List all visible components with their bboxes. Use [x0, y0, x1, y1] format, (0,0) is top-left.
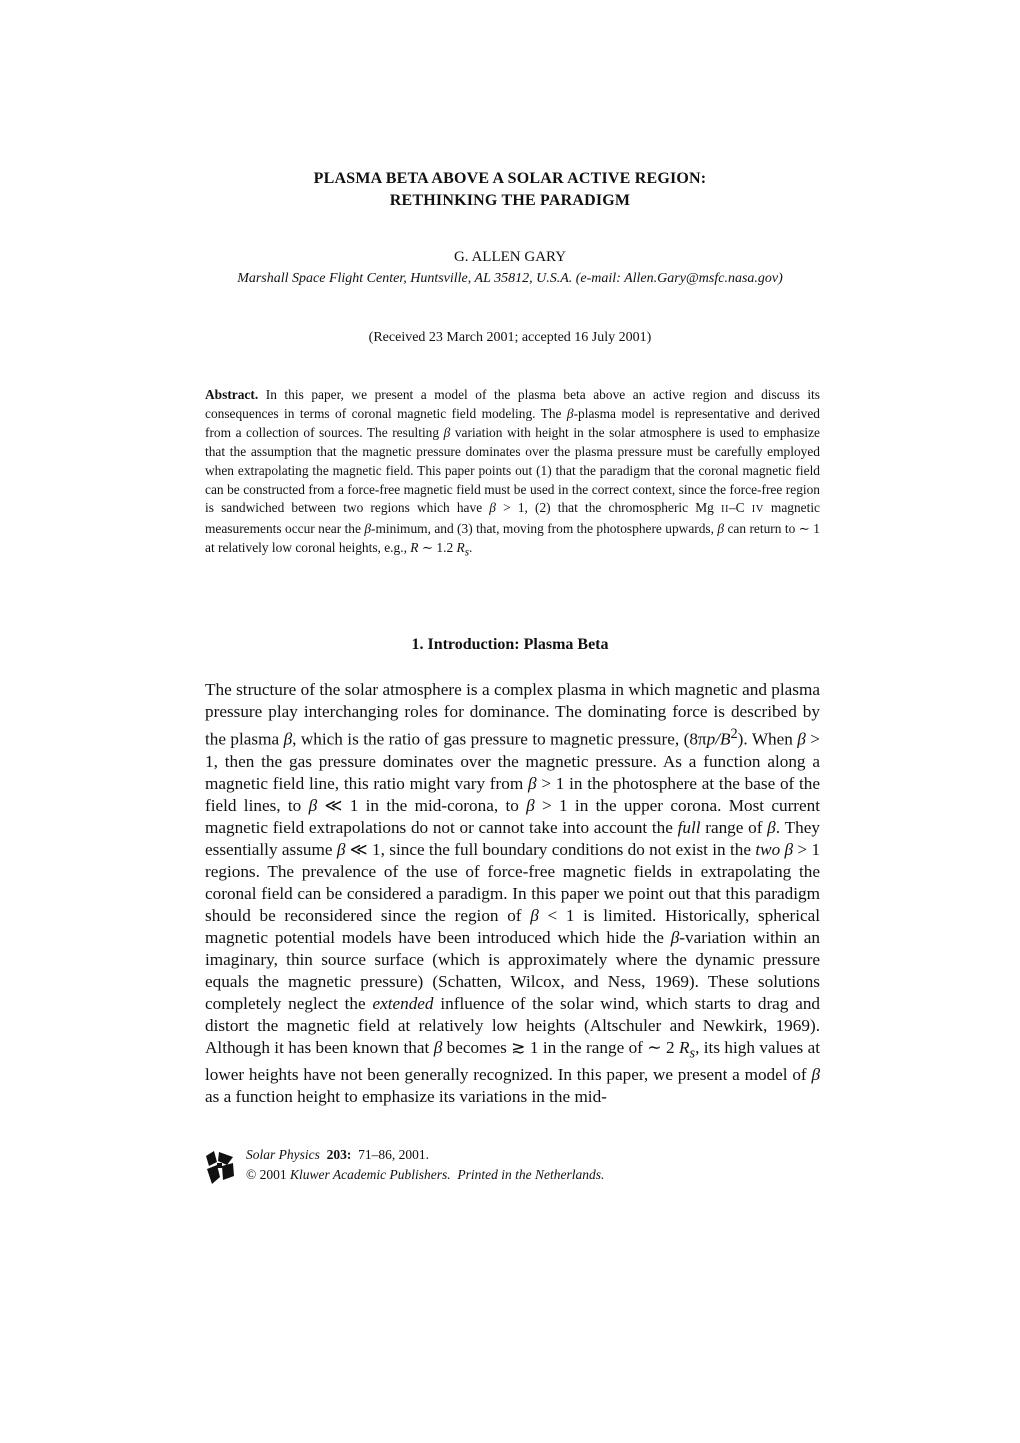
journal-name: Solar Physics: [246, 1147, 320, 1162]
introduction-body: The structure of the solar atmosphere is a complex plasma in which magnetic and plasma pressure play interchanging roles for dominance. The dominating force is described by the plasma β, which is the ratio of gas pressure to magnetic pressure, $(8\pi p/B^2)$. When β > 1, then the gas pressure dominates over the magnetic pressure. As a function along a magnetic field line, this ratio might vary from β > 1 in the photosphere at the base of the field lines, to β ≪ 1 in the mid-corona, to β > 1 in the upper corona. Most current magnetic field extrapolations do not or cannot take into account the full range of β. They essentially assume β ≪ 1, since the full boundary conditions do not exist in the two β > 1 regions. The prevalence of the use of force-free magnetic fields in extrapolating the coronal field can be considered a paradigm. In this paper we point out that this paradigm should be reconsidered since the region of β < 1 is limited. Historically, spherical magnetic potential models have been introduced which hide the β-variation within an imaginary, thin source surface (which is approximately where the dynamic pressure equals the magnetic pressure) (Schatten, Wilcox, and Ness, 1969). These solutions completely neglect the extended influence of the solar wind, which starts to drag and distort the magnetic field at relatively low heights (Altschuler and Newkirk, 1969). Although it has been known that β becomes ≳ 1 in the range of ∼ 2 $R_s$, its high values at lower heights have not been generally recognized. In this paper, we present a model of β as a function height to emphasize its variations in the mid-: [205, 680, 821, 1107]
received-dates: (Received 23 March 2001; accepted 16 July 2001): [368, 330, 652, 345]
publisher-logo-icon: [205, 1150, 235, 1186]
abstract: Abstract. In this paper, we present a model of the plasma beta above an active region and discuss its consequences in terms of coronal magnetic field modeling. The β-plasma model is representative and derived from a collection of sources. The resulting β variation with height in the solar atmosphere is used to emphasize that the assumption that the magnetic pressure dominates over the plasma pressure must be carefully employed when extrapolating the magnetic field. This paper points out (1) that the paradigm that the coronal magnetic field can be constructed from a force-free magnetic field must be used in the correct context, since the force-free region is sandwiched between two regions which have β > 1, (2) that the chromospheric Mg II–C IV magnetic measurements occur near the β-minimum, and (3) that, moving from the photosphere upwards, β can return to ∼ 1 at relatively low coronal heights, e.g., R ∼ 1.2 $R_s$.: [205, 387, 820, 559]
paper-title: [0, 168, 1020, 212]
citation-line: [246, 1147, 429, 1163]
title-line-2: RETHINKING THE PARADIGM: [389, 192, 631, 209]
abstract-label: Abstract.: [205, 387, 259, 402]
author-name: G. ALLEN GARY: [453, 249, 567, 265]
publisher-name: Kluwer Academic Publishers.: [290, 1167, 451, 1182]
journal-pages: 71–86, 2001.: [358, 1147, 429, 1162]
author-affiliation: Marshall Space Flight Center, Huntsville, AL 35812, U.S.A. (e-mail: Allen.Gary@msfc.nasa.gov): [237, 271, 783, 286]
title-line-1: PLASMA BETA ABOVE A SOLAR ACTIVE REGION:: [313, 170, 707, 187]
copyright-line: © 2001 Kluwer Academic Publishers. Printed in the Netherlands.: [246, 1167, 605, 1182]
journal-volume: 203:: [326, 1147, 352, 1162]
section-heading: 1. Introduction: Plasma Beta: [411, 636, 609, 653]
journal-footer: [205, 1147, 820, 1197]
